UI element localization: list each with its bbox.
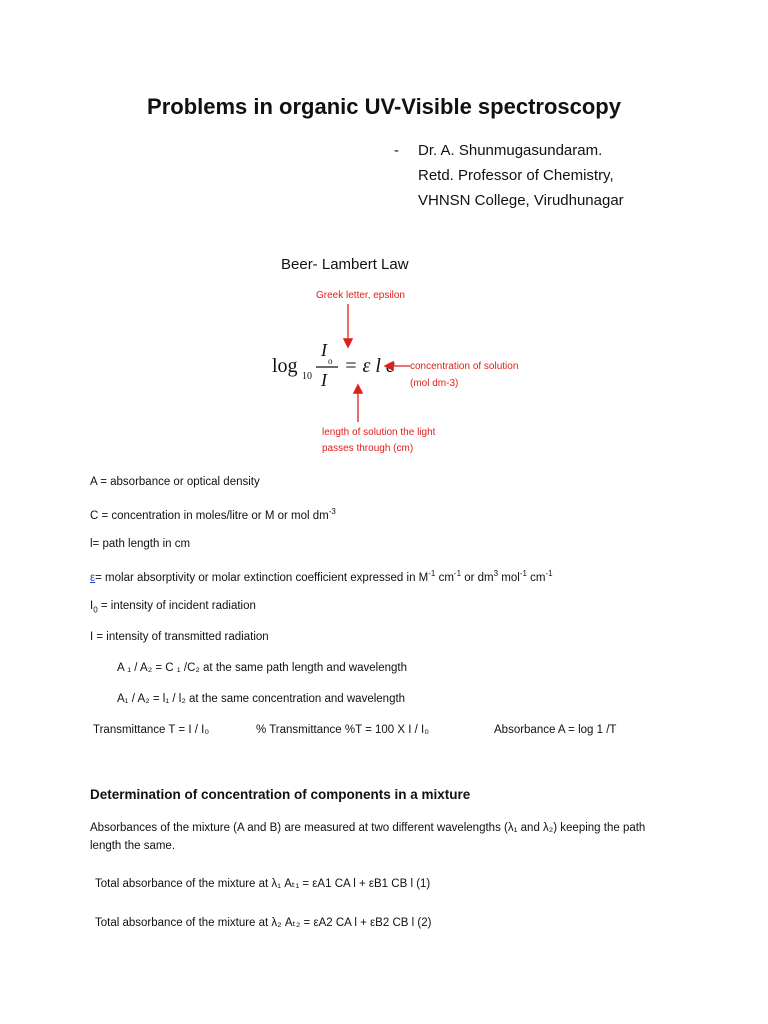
def-path-length: l= path length in cm xyxy=(90,538,191,550)
formula-rhs: = ε l c xyxy=(344,355,395,377)
percent-transmittance: % Transmittance %T = 100 X I / I₀ xyxy=(256,724,429,736)
def-transmitted: I = intensity of transmitted radiation xyxy=(90,631,269,643)
mixture-heading: Determination of concentration of components in a mixture xyxy=(90,787,471,802)
greek-letter-label: Greek letter, epsilon xyxy=(316,290,405,301)
equation-1: Total absorbance of the mixture at λ₁ Aₜ₁ = εA1 CA l + εB1 CB l (1) xyxy=(95,878,431,890)
equation-2: Total absorbance of the mixture at λ₂ Aₜ₂ = εA2 CA l + εB2 CB l (2) xyxy=(95,917,432,929)
epsilon-link[interactable]: ε xyxy=(90,571,96,584)
incident-text: = intensity of incident radiation xyxy=(97,600,256,612)
def-absorbance: A = absorbance or optical density xyxy=(90,476,260,488)
def-epsilon-text: = molar absorptivity or molar extinction coefficient expressed in M xyxy=(95,571,429,584)
def-incident xyxy=(90,600,256,614)
mixture-intro-line2: length the same. xyxy=(90,840,176,852)
formula-log: log xyxy=(272,355,298,377)
beer-lambert-diagram xyxy=(258,282,518,462)
def-concentration-text: C = concentration in moles/litre or M or mol dm xyxy=(90,509,329,522)
def-concentration-sup: -3 xyxy=(328,507,336,516)
ratio-concentration: A ₁ / A₂ = C ₁ /C₂ at the same path length and wavelength xyxy=(117,662,407,674)
author-position: Retd. Professor of Chemistry, xyxy=(418,167,614,184)
length-label: length of solution the light xyxy=(322,427,436,438)
formula-numerator-sub: o xyxy=(328,356,333,366)
formula-numerator: I xyxy=(321,340,327,360)
author-dash: - xyxy=(394,142,399,159)
mixture-intro-line1: Absorbances of the mixture (A and B) are measured at two different wavelengths (λ₁ and λ₂) keeping the path xyxy=(90,822,646,834)
incident-sub: 0 xyxy=(93,605,98,615)
def-epsilon: ε= molar absorptivity or molar extinction coefficient expressed in $M^{-1}$ $cm^{-1}$ or $dm^3$ mol$^{-1}$ $cm^{-1}$ xyxy=(90,569,553,584)
transmittance: Transmittance T = I / I₀ xyxy=(93,724,210,736)
author-name: Dr. A. Shunmugasundaram. xyxy=(418,142,603,159)
def-concentration xyxy=(90,507,336,522)
length-label-2: passes through (cm) xyxy=(322,443,414,454)
concentration-unit-label: (mol dm-3) xyxy=(410,378,459,389)
beer-lambert-heading: Beer- Lambert Law xyxy=(281,256,409,273)
ratio-path-length: A₁ / A₂ = l₁ / l₂ at the same concentration and wavelength xyxy=(117,693,406,705)
concentration-label: concentration of solution xyxy=(410,361,518,372)
incident-symbol: I xyxy=(90,600,94,612)
author-college: VHNSN College, Virudhunagar xyxy=(418,192,624,209)
absorbance-log: Absorbance A = log 1 /T xyxy=(494,724,617,736)
formula-denominator: I xyxy=(321,370,327,390)
page-title: Problems in organic UV-Visible spectroscopy xyxy=(147,94,621,119)
formula-base: 10 xyxy=(302,371,312,382)
